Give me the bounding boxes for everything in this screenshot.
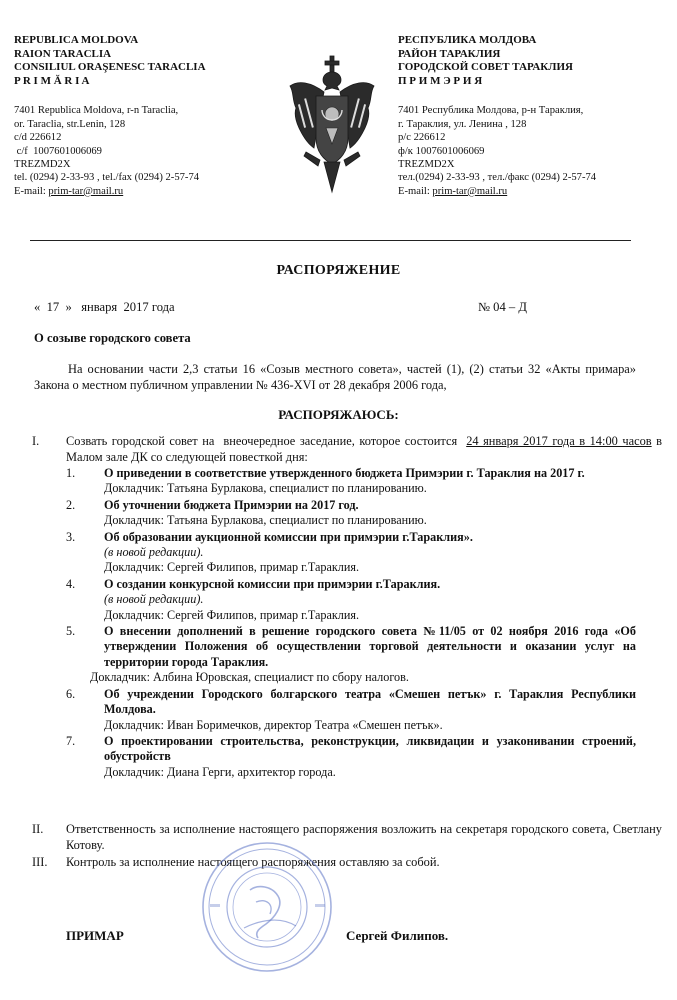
header-email-line bbox=[14, 185, 274, 198]
section-1-number: I. bbox=[32, 434, 40, 448]
agenda-item-title: Об уточнении бюджета Примэрии на 2017 год. bbox=[104, 497, 359, 512]
document-title: РАСПОРЯЖЕНИЕ bbox=[276, 263, 401, 278]
moldova-coat-of-arms-icon bbox=[286, 52, 378, 198]
agenda-item-reporter: Докладчик: Сергей Филипов, примар г.Тараклия. bbox=[104, 607, 360, 622]
agenda-item bbox=[66, 498, 636, 529]
official-stamp-icon bbox=[200, 840, 335, 975]
agenda-item bbox=[66, 577, 636, 623]
document-intro: На основании части 2,3 статьи 16 «Созыв местного совета», частей (1), (2) статьи 32 «Акты примара» Закона о местном публичном управлении № 436-XVI от 28 декабря 2006 года, bbox=[34, 362, 636, 392]
email-label-ru: E-mail: bbox=[398, 185, 433, 197]
agenda-item-reporter: Докладчик: Сергей Филипов, примар г.Тараклия. bbox=[104, 560, 360, 575]
header-swift: TREZMD2X bbox=[14, 159, 71, 170]
header-account-ru: р/с 226612 bbox=[398, 132, 446, 144]
agenda-item bbox=[66, 687, 636, 733]
decision-heading: РАСПОРЯЖАЮСЬ: bbox=[278, 407, 399, 422]
agenda-item bbox=[66, 734, 636, 780]
header-russian bbox=[398, 34, 668, 198]
agenda-item-number: 6. bbox=[66, 686, 76, 701]
agenda-item-title: О приведении в соответствие утвержденного бюджета Примэрии г. Тараклия на 2017 г. bbox=[104, 466, 585, 480]
agenda-item-title: О создании конкурсной комиссии при примэрии г.Тараклия. bbox=[104, 576, 441, 591]
agenda-item bbox=[66, 624, 636, 686]
agenda-item-number: 4. bbox=[66, 576, 76, 591]
agenda-list bbox=[66, 466, 636, 780]
header-fiscal-code-ru: ф/к 1007601006069 bbox=[398, 145, 485, 157]
agenda-item-title: Об учреждении Городского болгарского театра «Смешен петък» г. Тараклия Республики Молдова. bbox=[104, 686, 636, 717]
header-office: P R I M Ă R I A bbox=[14, 74, 90, 87]
email-link-ru[interactable]: prim-tar@mail.ru bbox=[432, 185, 508, 197]
agenda-item-reporter: Докладчик: Иван Боримечков, директор Театра «Смешен петък». bbox=[104, 717, 443, 732]
header-country: REPUBLICA MOLDOVA bbox=[14, 34, 139, 46]
agenda-item-number: 3. bbox=[66, 529, 76, 544]
header-district-ru: РАЙОН ТАРАКЛИЯ bbox=[398, 47, 501, 60]
section-1-text-a: Созвать городской совет на внеочередное заседание, которое состоится bbox=[66, 434, 467, 448]
agenda-item bbox=[66, 530, 636, 576]
agenda-item-number: 1. bbox=[66, 466, 76, 480]
agenda-item-reporter: Докладчик: Диана Герги, архитектор города. bbox=[104, 764, 336, 779]
header-phone: tel. (0294) 2-33-93 , tel./fax (0294) 2-57-74 bbox=[14, 172, 200, 184]
agenda-item-title: О проектировании строительства, реконструкции, ликвидации и узаконивании строений, обустройств bbox=[104, 733, 636, 764]
header-email-line-ru bbox=[398, 185, 668, 198]
header-district: RAION TARACLIA bbox=[14, 47, 112, 60]
section-3-number: III. bbox=[32, 855, 48, 869]
section-1-text bbox=[66, 434, 662, 465]
email-link[interactable]: prim-tar@mail.ru bbox=[48, 185, 124, 197]
header-swift-ru: TREZMD2X bbox=[398, 159, 455, 170]
agenda-item-reporter: Докладчик: Татьяна Бурлакова, специалист по планированию. bbox=[104, 481, 427, 496]
agenda-item-number: 7. bbox=[66, 733, 76, 748]
signature-name: Сергей Филипов. bbox=[346, 928, 449, 943]
header-country-ru: РЕСПУБЛИКА МОЛДОВА bbox=[398, 34, 537, 46]
agenda-item-note: (в новой редакции). bbox=[104, 545, 204, 560]
document-number: № 04 – Д bbox=[478, 300, 527, 314]
document-subject: О созыве городского совета bbox=[34, 331, 191, 345]
agenda-item-number: 2. bbox=[66, 497, 76, 512]
meeting-date: 24 января 2017 года в 14:00 часов bbox=[466, 434, 652, 448]
header-romanian bbox=[14, 34, 274, 198]
document-date: « 17 » января 2017 года bbox=[34, 300, 175, 314]
header-address-2: or. Taraclia, str.Lenin, 128 bbox=[14, 118, 126, 130]
agenda-item bbox=[66, 466, 636, 497]
signature-role: ПРИМАР bbox=[66, 928, 124, 943]
agenda-item-note: (в новой редакции). bbox=[104, 592, 204, 607]
header-account: c/d 226612 bbox=[14, 132, 62, 144]
section-3-text: Контроль за исполнение настоящего распоряжения оставляю за собой. bbox=[66, 855, 440, 869]
header-fiscal-code: c/f 1007601006069 bbox=[14, 145, 102, 157]
email-label: E-mail: bbox=[14, 185, 49, 197]
section-2-text: Ответственность за исполнение настоящего распоряжения возложить на секретаря городского совета, Светлану Котову. bbox=[66, 822, 662, 852]
agenda-item-title: Об образовании аукционной комиссии при примэрии г.Тараклия». bbox=[104, 529, 473, 544]
section-1-text-b: в Малом зале ДК со следующей повесткой дня: bbox=[66, 434, 663, 464]
agenda-item-reporter: Докладчик: Албина Юровская, специалист по сбору налогов. bbox=[90, 670, 409, 685]
agenda-item-reporter: Докладчик: Татьяна Бурлакова, специалист по планированию. bbox=[104, 513, 427, 528]
agenda-item-number: 5. bbox=[66, 624, 76, 639]
header-phone-ru: тел.(0294) 2-33-93 , тел./факс (0294) 2-57-74 bbox=[398, 172, 597, 184]
agenda-item-title: О внесении дополнений в решение городского совета №11/05 от 02 ноября 2016 года «Об утверждении Положения об осуществлении торговой деятельности и оказании услуг на территории города Тараклия. bbox=[104, 624, 636, 669]
header-divider bbox=[30, 240, 631, 241]
section-2-number: II. bbox=[32, 822, 44, 836]
header-address-1: 7401 Republica Moldova, r-n Taraclia, bbox=[14, 105, 179, 117]
header-address-2-ru: г. Тараклия, ул. Ленина , 128 bbox=[398, 118, 527, 130]
header-address-1-ru: 7401 Республика Молдова, р-н Тараклия, bbox=[398, 105, 584, 117]
header-council: CONSILIUL ORAŞENESC TARACLIA bbox=[14, 61, 206, 74]
header-office-ru: П Р И М Э Р И Я bbox=[398, 74, 483, 87]
header-council-ru: ГОРОДСКОЙ СОВЕТ ТАРАКЛИЯ bbox=[398, 61, 573, 74]
